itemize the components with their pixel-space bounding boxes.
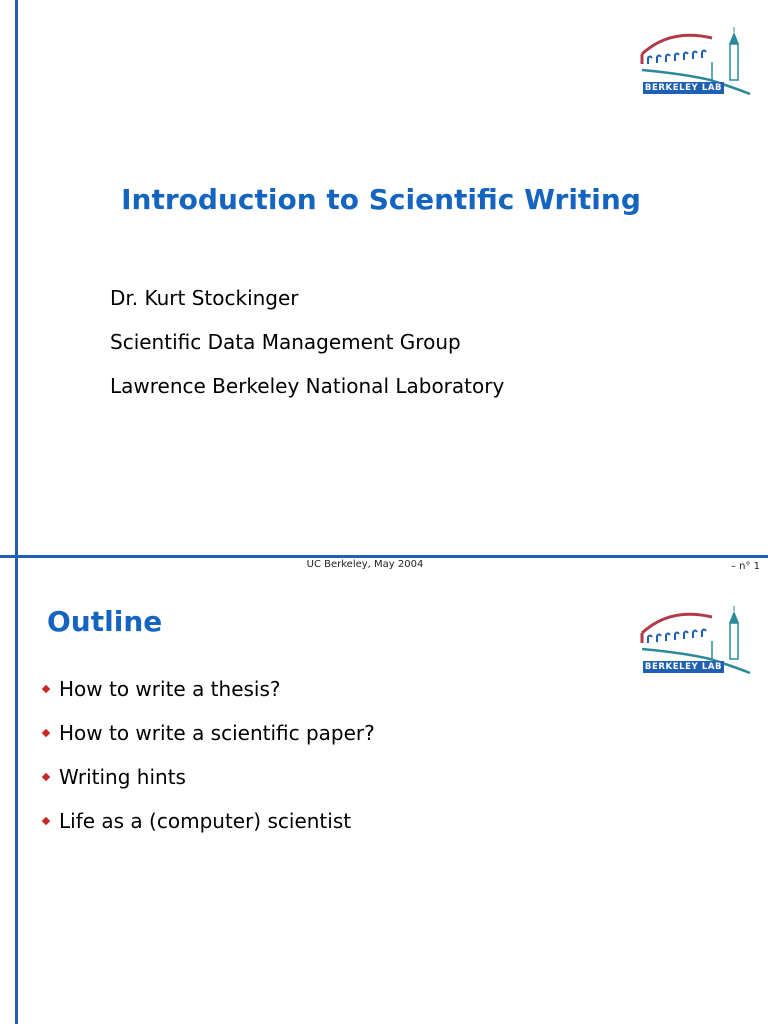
logo-wordmark: BERKELEY LAB (644, 662, 723, 672)
author-info (110, 285, 504, 417)
diamond-bullet-icon (42, 685, 50, 693)
list-item (40, 808, 375, 852)
list-item-text: How to write a scientific paper? (59, 721, 375, 745)
logo-wordmark: BERKELEY LAB (644, 83, 723, 93)
list-item (40, 764, 375, 808)
berkeley-lab-logo (640, 601, 752, 677)
outline-title: Outline (47, 605, 163, 638)
diamond-bullet-icon (42, 729, 50, 737)
list-item-text: Writing hints (59, 765, 186, 789)
slide-title: Introduction to Scientific Writing (121, 183, 641, 216)
page-number: – n° 1 (730, 561, 760, 572)
list-item-text: Life as a (computer) scientist (59, 809, 352, 833)
list-item (40, 720, 375, 764)
slide-2 (0, 558, 768, 1024)
berkeley-lab-logo (640, 22, 752, 98)
author-name: Dr. Kurt Stockinger (110, 286, 299, 310)
list-item (40, 676, 375, 720)
diamond-bullet-icon (42, 773, 50, 781)
author-lab: Lawrence Berkeley National Laboratory (110, 374, 505, 398)
author-group: Scientific Data Management Group (110, 330, 461, 354)
slide-footer: UC Berkeley, May 2004 (306, 559, 424, 570)
outline-list (40, 676, 375, 852)
diamond-bullet-icon (42, 817, 50, 825)
list-item-text: How to write a thesis? (59, 677, 281, 701)
